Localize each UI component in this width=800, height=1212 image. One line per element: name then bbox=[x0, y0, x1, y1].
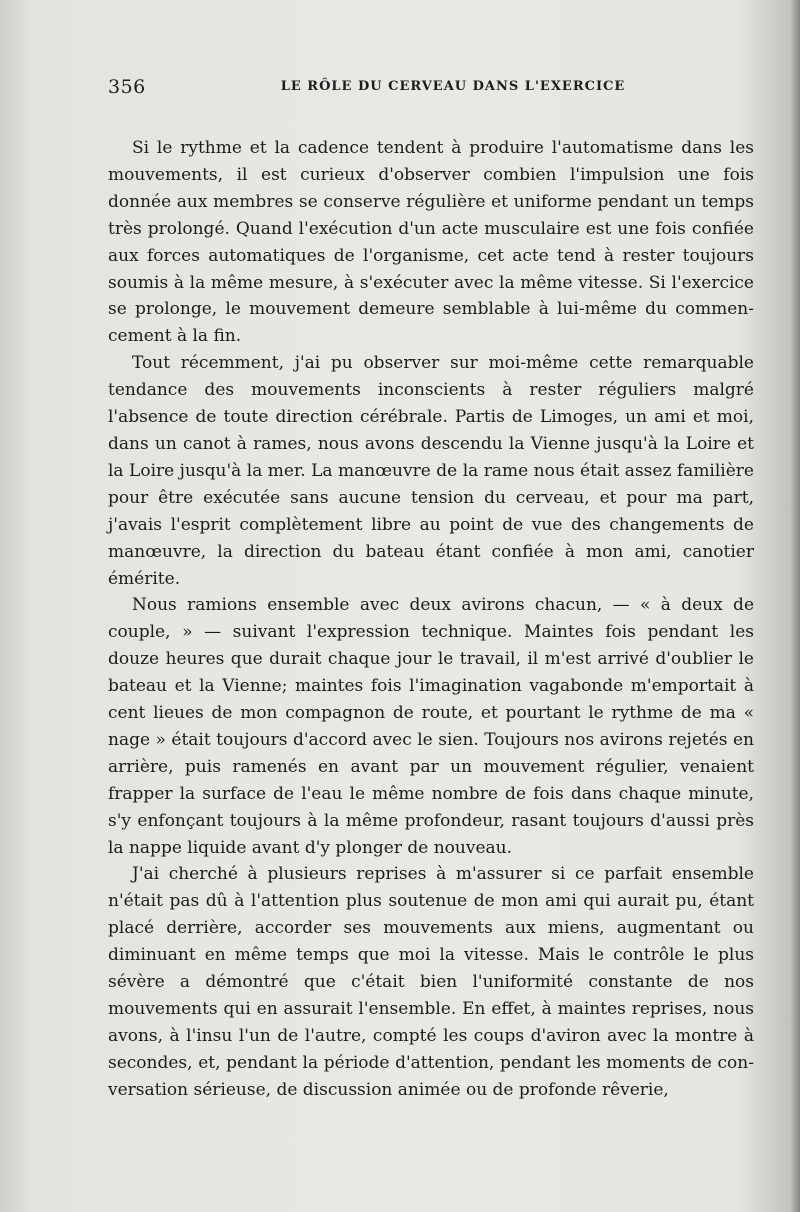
page-number: 356 bbox=[108, 76, 146, 98]
paragraph: Si le rythme et la cadence tendent à produire l'automatisme dans les mouvements, il est curieux d'observer combien l'impulsion une fois donnée aux membres se conserve régulière et uniforme pendant un temps très prolongé. Quand l'exécution d'un acte musculaire est une fois confiée aux forces automatiques de l'organisme, cet acte tend à rester toujours soumis à la même mesure, à s'exécuter avec la même vitesse. Si l'exercice se prolonge, le mouvement demeure semblable à lui-même du commencement à la fin. bbox=[108, 138, 754, 347]
page-header bbox=[108, 76, 758, 100]
paragraph: J'ai cherché à plusieurs reprises à m'assurer si ce parfait ensemble n'était pas dû à l'attention plus soutenue de mon ami qui aurait pu, étant placé derrière, accorder ses mouvements aux miens, augmentant ou diminuant en même temps que moi la vitesse. Mais le contrôle le plus sévère a démontré que c'était bien l'uniformité constante de nos mouvements qui en assurait l'ensemble. En effet, à maintes reprises, nous avons, à l'insu l'un de l'autre, compté les coups d'aviron avec la montre à secondes, et, pendant la période d'attention, pendant les moments de conversation sérieuse, de discussion animée ou de profonde rêverie, bbox=[108, 864, 754, 1100]
body-text bbox=[108, 135, 754, 1104]
running-title: LE RÔLE DU CERVEAU DANS L'EXERCICE bbox=[280, 79, 626, 94]
page-spine-shadow bbox=[790, 0, 800, 1212]
paragraph: Nous ramions ensemble avec deux avirons chacun, — « à deux de couple, » — suivant l'expression technique. Maintes fois pendant les douze heures que durait chaque jour le travail, il m'est arrivé d'oublier le bateau et la Vienne; maintes fois l'imagination vagabonde m'emportait à cent lieues de mon compagnon de route, et pourtant le rythme de ma « nage » était toujours d'accord avec le sien. Toujours nos avirons rejetés en arrière, puis ramenés en avant par un mouvement régulier, venaient frapper la surface de l'eau le même nombre de fois dans chaque minute, s'y enfonçant toujours à la même profondeur, rasant toujours d'aussi près la nappe liquide avant d'y plonger de nouveau. bbox=[108, 595, 754, 858]
paragraph: Tout récemment, j'ai pu observer sur moi-même cette remarquable tendance des mouvements inconscients à rester réguliers malgré l'absence de toute direction cérébrale. Partis de Limoges, un ami et moi, dans un canot à rames, nous avons descendu la Vienne jusqu'à la Loire et la Loire jusqu'à la mer. La manœuvre de la rame nous était assez familière pour être exécutée sans aucune tension du cerveau, et pour ma part, j'avais l'esprit complètement libre au point de vue des changements de manœuvre, la direction du bateau étant confiée à mon ami, canotier émérite. bbox=[108, 353, 754, 589]
